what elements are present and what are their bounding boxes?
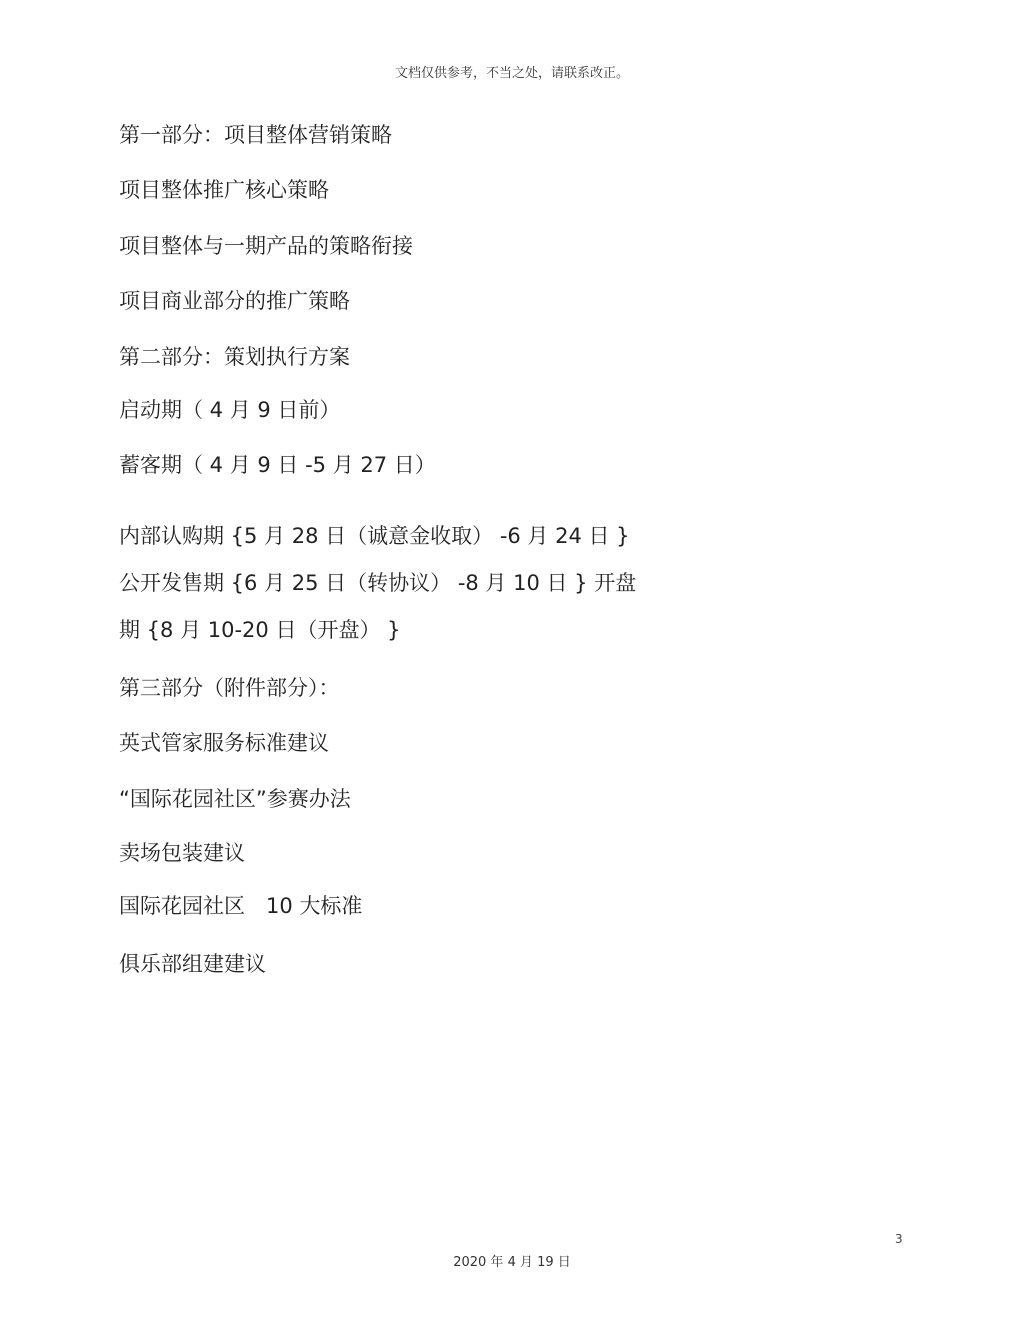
section-heading-part-one: 第一部分：项目整体营销策略 [119, 123, 392, 147]
section-heading-part-two: 第二部分：策划执行方案 [119, 345, 350, 369]
outline-item: 卖场包装建议 [119, 841, 245, 865]
outline-item: 英式管家服务标准建议 [119, 731, 329, 755]
outline-item: 项目整体推广核心策略 [119, 178, 329, 202]
outline-item: 项目整体与一期产品的策略衔接 [119, 234, 413, 258]
outline-item: “国际花园社区”参赛办法 [119, 787, 351, 811]
section-heading-part-three: 第三部分（附件部分）： [119, 676, 340, 700]
outline-item: 项目商业部分的推广策略 [119, 289, 350, 313]
outline-item: 公开发售期 {6 月 25 日（转协议） -8 月 10 日 } 开盘 [119, 571, 637, 595]
outline-item: 内部认购期 {5 月 28 日（诚意金收取） -6 月 24 日 } [119, 524, 630, 548]
outline-item: 俱乐部组建建议 [119, 952, 266, 976]
outline-item: 蓄客期（ 4 月 9 日 -5 月 27 日） [119, 453, 436, 477]
outline-item: 启动期（ 4 月 9 日前） [119, 398, 341, 422]
document-header-note: 文档仅供参考，不当之处，请联系改正。 [394, 66, 629, 81]
footer-date: 2020 年 4 月 19 日 [453, 1255, 571, 1270]
outline-item: 国际花园社区 10 大标准 [119, 894, 363, 918]
page-number: 3 [895, 1232, 903, 1246]
outline-item-continuation: 期 {8 月 10-20 日（开盘） } [119, 618, 401, 642]
